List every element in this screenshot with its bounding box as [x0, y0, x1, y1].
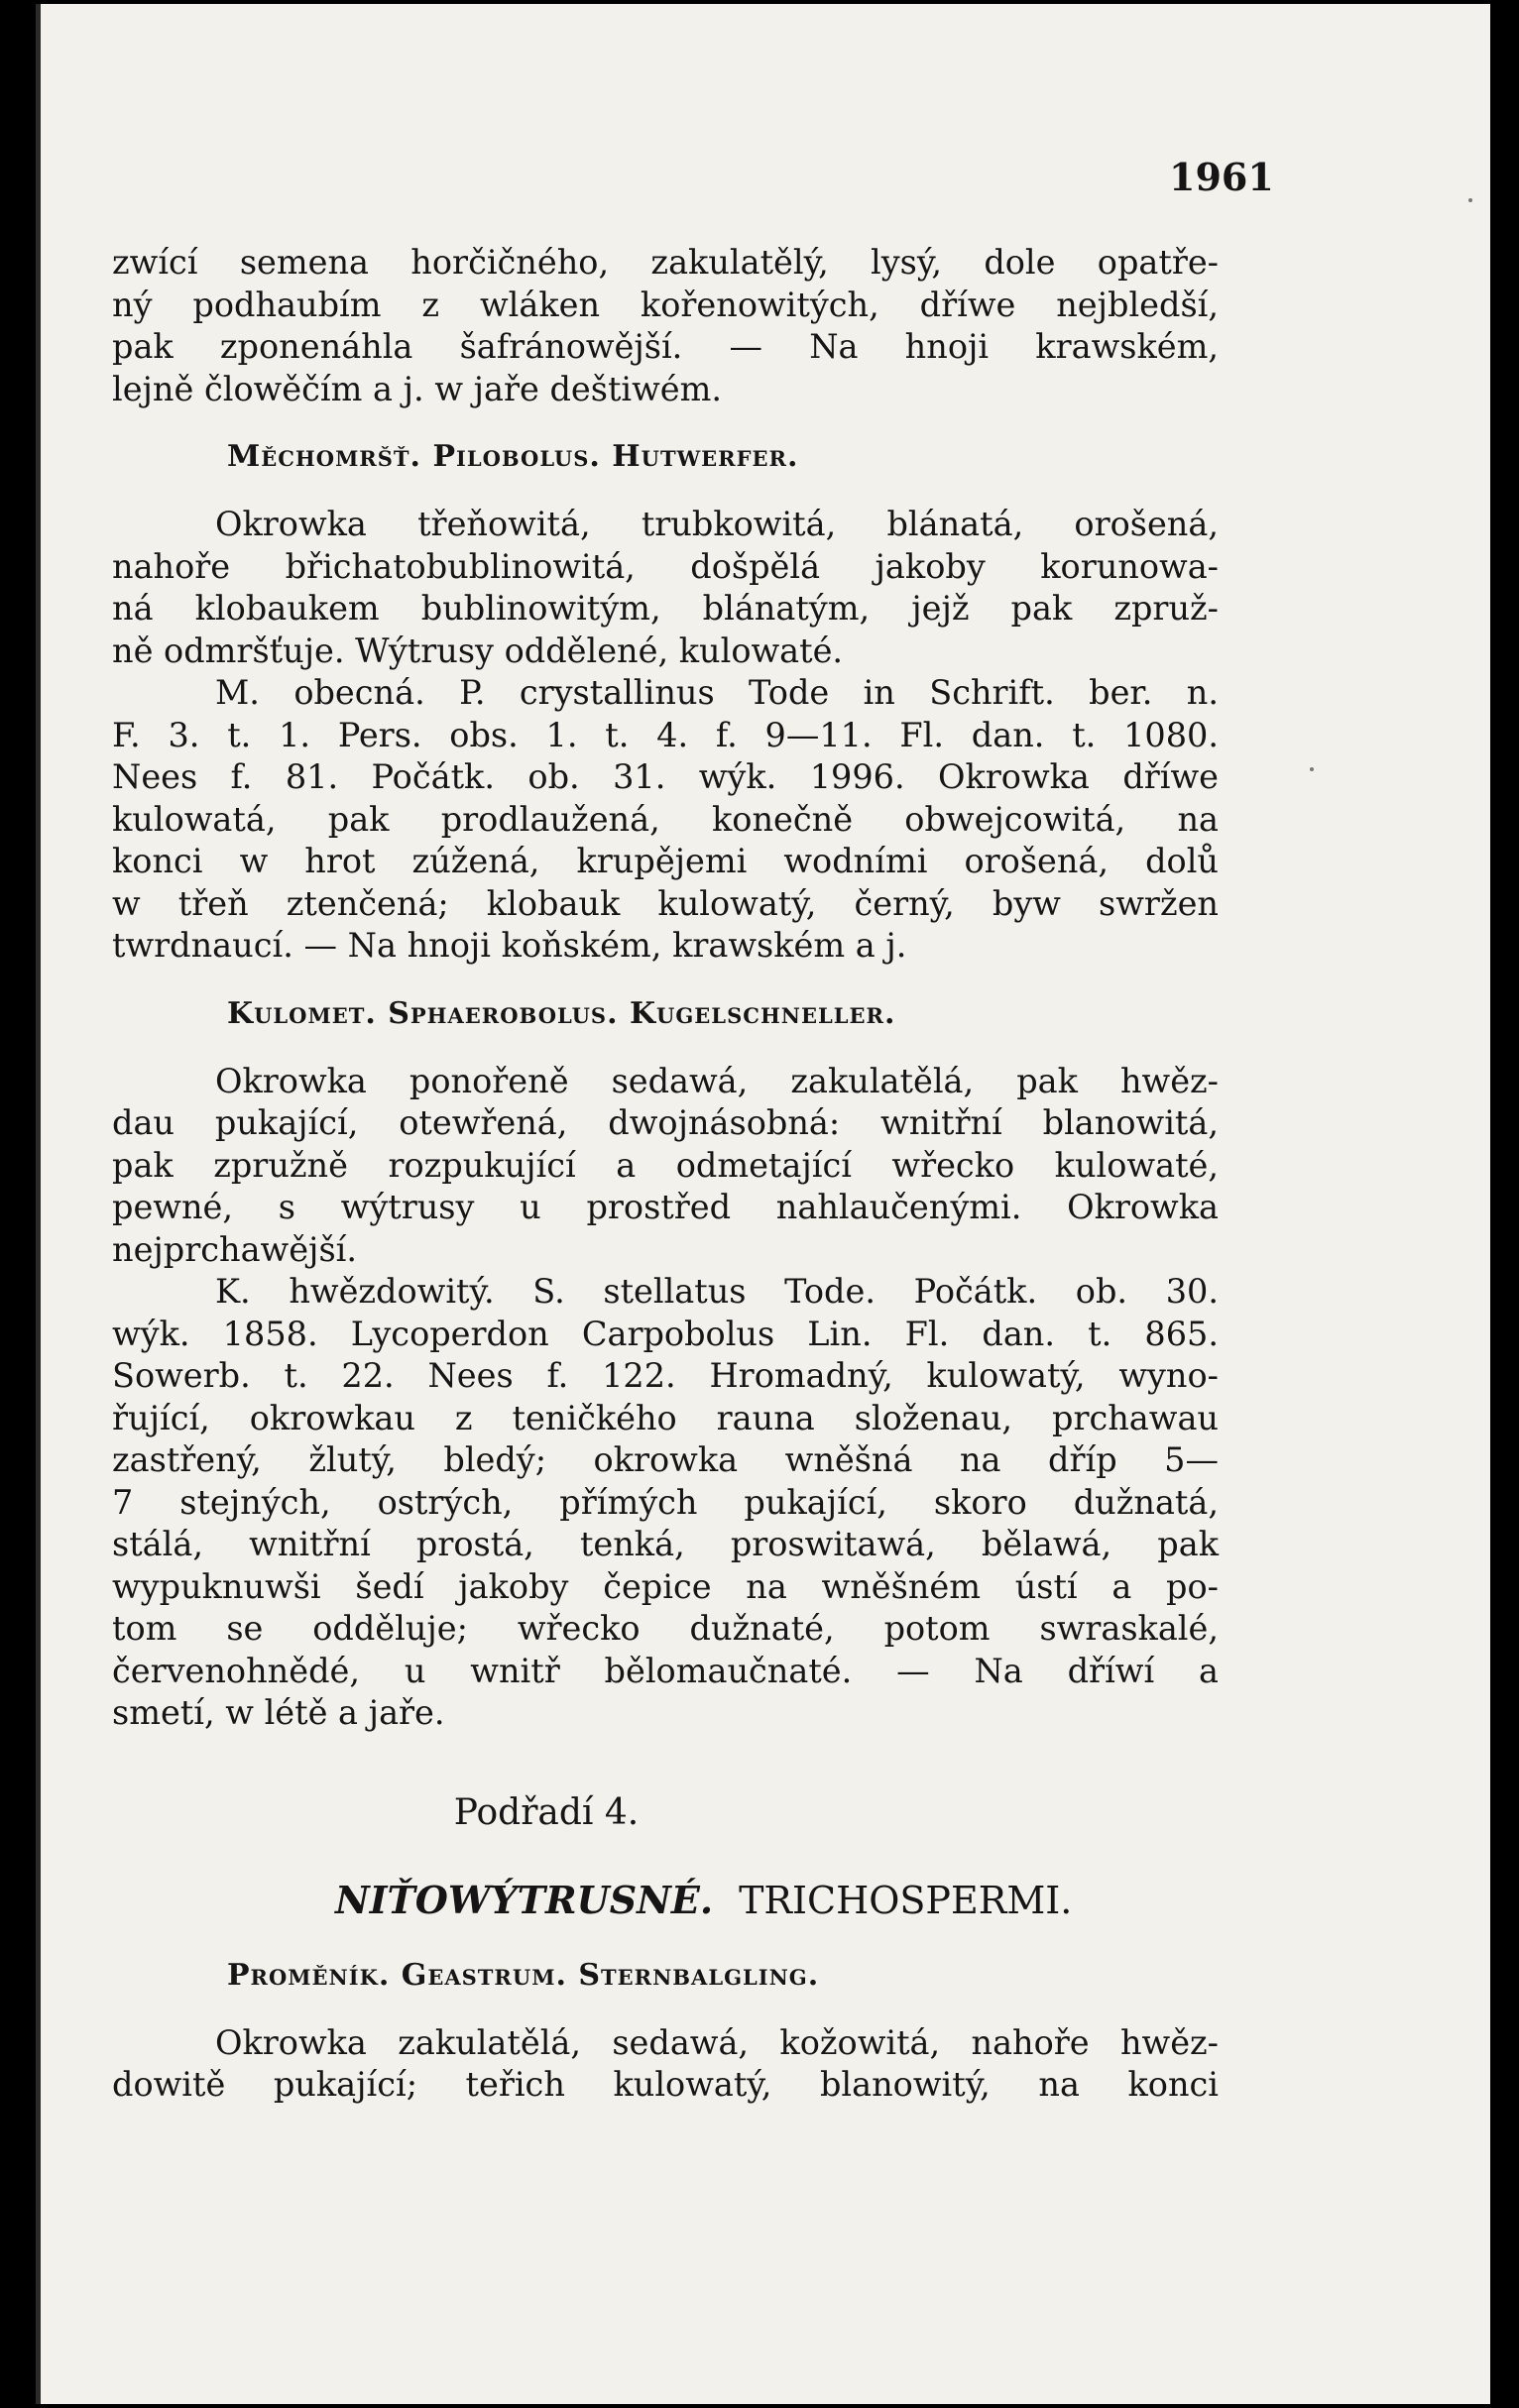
paper-speck — [1468, 198, 1472, 202]
text-line: wypuknuwši šedí jakoby čepice na wněšném ústí a po- — [112, 1566, 1219, 1606]
paragraph-seed-description — [112, 242, 1219, 410]
genus-heading-geastrum: Proměník. Geastrum. Sternbalgling. — [227, 1957, 820, 1993]
text-line: twrdnaucí. — Na hnoji koňském, krawském a j. — [112, 926, 907, 965]
text-line: pewné, s wýtrusy u prostřed nahlaučenými. Okrowka — [112, 1188, 1219, 1226]
genus-heading-sphaerobolus: Kulomet. Sphaerobolus. Kugelschneller. — [227, 995, 896, 1031]
suborder-heading: Podřadí 4. — [453, 1791, 640, 1833]
book-page — [36, 4, 1490, 2404]
paragraph-geastrum — [112, 2022, 1219, 2107]
text-line: M. obecná. P. crystallinus Tode in Schrift. ber. n. — [215, 673, 1219, 712]
text-line: zastřený, žlutý, bledý; okrowka wněšná na dříp 5— — [112, 1440, 1219, 1479]
page-number: 1961 — [1169, 155, 1274, 199]
text-line: stálá, wnitřní prostá, tenká, proswitawá, bělawá, pak — [112, 1525, 1219, 1563]
text-line: konci w hrot zúžená, krupějemi wodními orošená, dolů — [112, 842, 1219, 880]
text-line: tom se odděluje; wřecko dužnaté, potom swraskalé, — [112, 1609, 1219, 1648]
paper-speck — [1310, 767, 1314, 771]
text-line: Okrowka zakulatělá, sedawá, kožowitá, nahoře hwěz- — [215, 2022, 1219, 2062]
text-line: ná klobaukem bublinowitým, blánatým, jejž pak zpruž- — [112, 589, 1219, 628]
text-line: Nees f. 81. Počátk. ob. 31. wýk. 1996. Okrowka dříwe — [112, 757, 1219, 796]
paragraph-pilobolus — [112, 504, 1219, 968]
text-line: Okrowka ponořeně sedawá, zakulatělá, pak hwěz- — [215, 1061, 1219, 1100]
text-line: 7 stejných, ostrých, přímých pukající, skoro dužnatá, — [112, 1482, 1219, 1522]
text-line: pak zponenáhla šafránowější. — Na hnoji krawském, — [112, 327, 1219, 366]
text-line: wýk. 1858. Lycoperdon Carpobolus Lin. Fl. dan. t. 865. — [112, 1314, 1219, 1353]
text-line: dowitě pukající; teřich kulowatý, blanowitý, na konci — [112, 2065, 1219, 2104]
paragraph-sphaerobolus — [112, 1061, 1219, 1735]
text-line: červenohnědé, u wnitř bělomaučnaté. — Na dříwí a — [112, 1651, 1219, 1690]
text-line: ně odmršťuje. Wýtrusy oddělené, kulowaté. — [112, 631, 844, 670]
order-heading — [112, 1872, 1219, 1929]
text-line: nahoře břichatobublinowitá, došpělá jakoby korunowa- — [112, 546, 1219, 586]
genus-heading-pilobolus: Měchomršť. Pilobolus. Hutwerfer. — [227, 439, 799, 474]
text-line: pak zpružně rozpukující a odmetající wřecko kulowaté, — [112, 1145, 1219, 1185]
order-name-latin: TRICHOSPERMI. — [739, 1878, 1073, 1922]
text-line: w třeň ztenčená; klobauk kulowatý, černý, byw swržen — [112, 883, 1219, 923]
text-line: smetí, w létě a jaře. — [112, 1693, 445, 1732]
text-line: kulowatá, pak prodlaužená, konečně obwejcowitá, na — [112, 799, 1219, 839]
text-line: lejně člowěčím a j. w jaře deštiwém. — [112, 369, 723, 408]
text-line: F. 3. t. 1. Pers. obs. 1. t. 4. f. 9—11. Fl. dan. t. 1080. — [112, 715, 1219, 754]
text-line: ný podhaubím z wláken kořenowitých, dříwe nejbledší, — [112, 285, 1219, 324]
text-line: řující, okrowkau z teničkého rauna složenau, prchawau — [112, 1398, 1219, 1437]
text-line: zwící semena horčičného, zakulatělý, lysý, dole opatře- — [112, 243, 1219, 282]
text-line: Okrowka třeňowitá, trubkowitá, blánatá, orošená, — [215, 505, 1219, 543]
text-line: dau pukající, otewřená, dwojnásobná: wnitřní blanowitá, — [112, 1103, 1219, 1142]
text-line: nejprchawější. — [112, 1229, 357, 1269]
text-line: Sowerb. t. 22. Nees f. 122. Hromadný, kulowatý, wyno- — [112, 1356, 1219, 1395]
text-line: K. hwězdowitý. S. stellatus Tode. Počátk. ob. 30. — [215, 1272, 1219, 1311]
page-text — [112, 242, 1219, 2107]
order-name-czech: NIŤOWÝTRUSNÉ. — [335, 1877, 714, 1922]
